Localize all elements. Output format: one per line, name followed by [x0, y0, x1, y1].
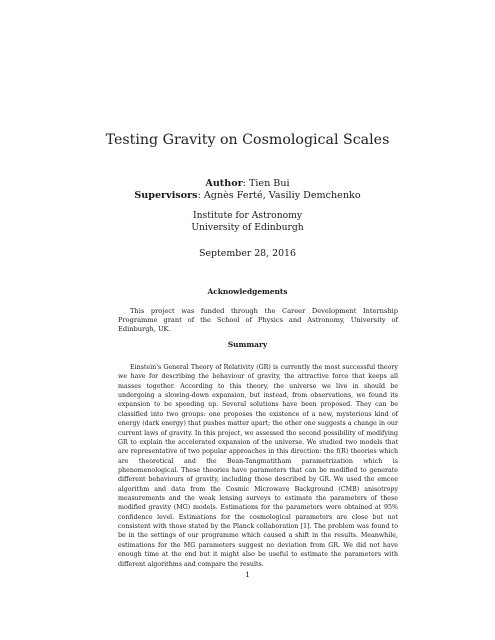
institute-line2: University of Edinburgh	[191, 221, 304, 233]
institute-line1: Institute for Astronomy	[192, 210, 303, 221]
document-title: Testing Gravity on Cosmological Scales	[105, 132, 390, 148]
supervisors-label: Supervisors	[134, 190, 198, 202]
summary-heading: Summary	[227, 340, 268, 349]
acknowledgements-heading: Acknowledgements	[207, 287, 288, 296]
page-number: 1	[245, 570, 250, 579]
author-label: Author	[205, 178, 243, 189]
author-name: : Tien Bui	[242, 178, 290, 189]
summary-text: Einstein's General Theory of Relativity (GR) is currently the most successful theory we have for describing the behaviour of gravity, the attractive force that keeps all masses together. According to this theory, the universe we live in should be undergoing a slowing-down expansion, but instead, from observations, we found its expansion to be speeding up. Several solutions have been proposed. They can be classified into two groups: one proposes the existence of a new, mysterious kind of energy (dark energy) that pushes matter apart; the other one suggests a change in our current laws of gravity. In this project, we assessed the second possibility of modifying GR to explain the accelerated expansion of the universe. We studied two models that are representative of two popular approaches in this direction: the f(R) theories which are theoretical and the Bean-Tangmatitham parametrization which is phenomenological. These theories have parameters that can be modified to generate different behaviours of gravity, including those described by GR. We used the emcee algorithm and data from the Cosmic Microwave Background (CMB) anisotropy measurements and the weak lensing surveys to estimate the parameters of these modified gravity (MG) models. Estimations for the parameters were obtained at 95% confidence level. Estimations for the cosmological parameters are close but not consistent with those stated by the Planck collaboration [1]. The problem was found to be in the settings of our programme which caused a shift in the results. Meanwhile, estimations for the MG parameters suggest no deviation from GR. We did not have enough time at the end but it might also be useful to estimate the parameters with different algorithms and compare the results.	[118, 364, 398, 568]
author-line	[0, 178, 495, 190]
supervisors-names: : Agnès Ferté, Vasiliy Demchenko	[197, 190, 361, 202]
supervisors-line	[0, 190, 495, 202]
author-block	[0, 178, 495, 203]
document-date: September 28, 2016	[199, 248, 296, 259]
acknowledgements-text: This project was funded through the Career Development Internship Programme grant of the School of Physics and Astronomy, University of Edinburgh, UK.	[118, 307, 398, 334]
institution-block	[0, 210, 495, 233]
